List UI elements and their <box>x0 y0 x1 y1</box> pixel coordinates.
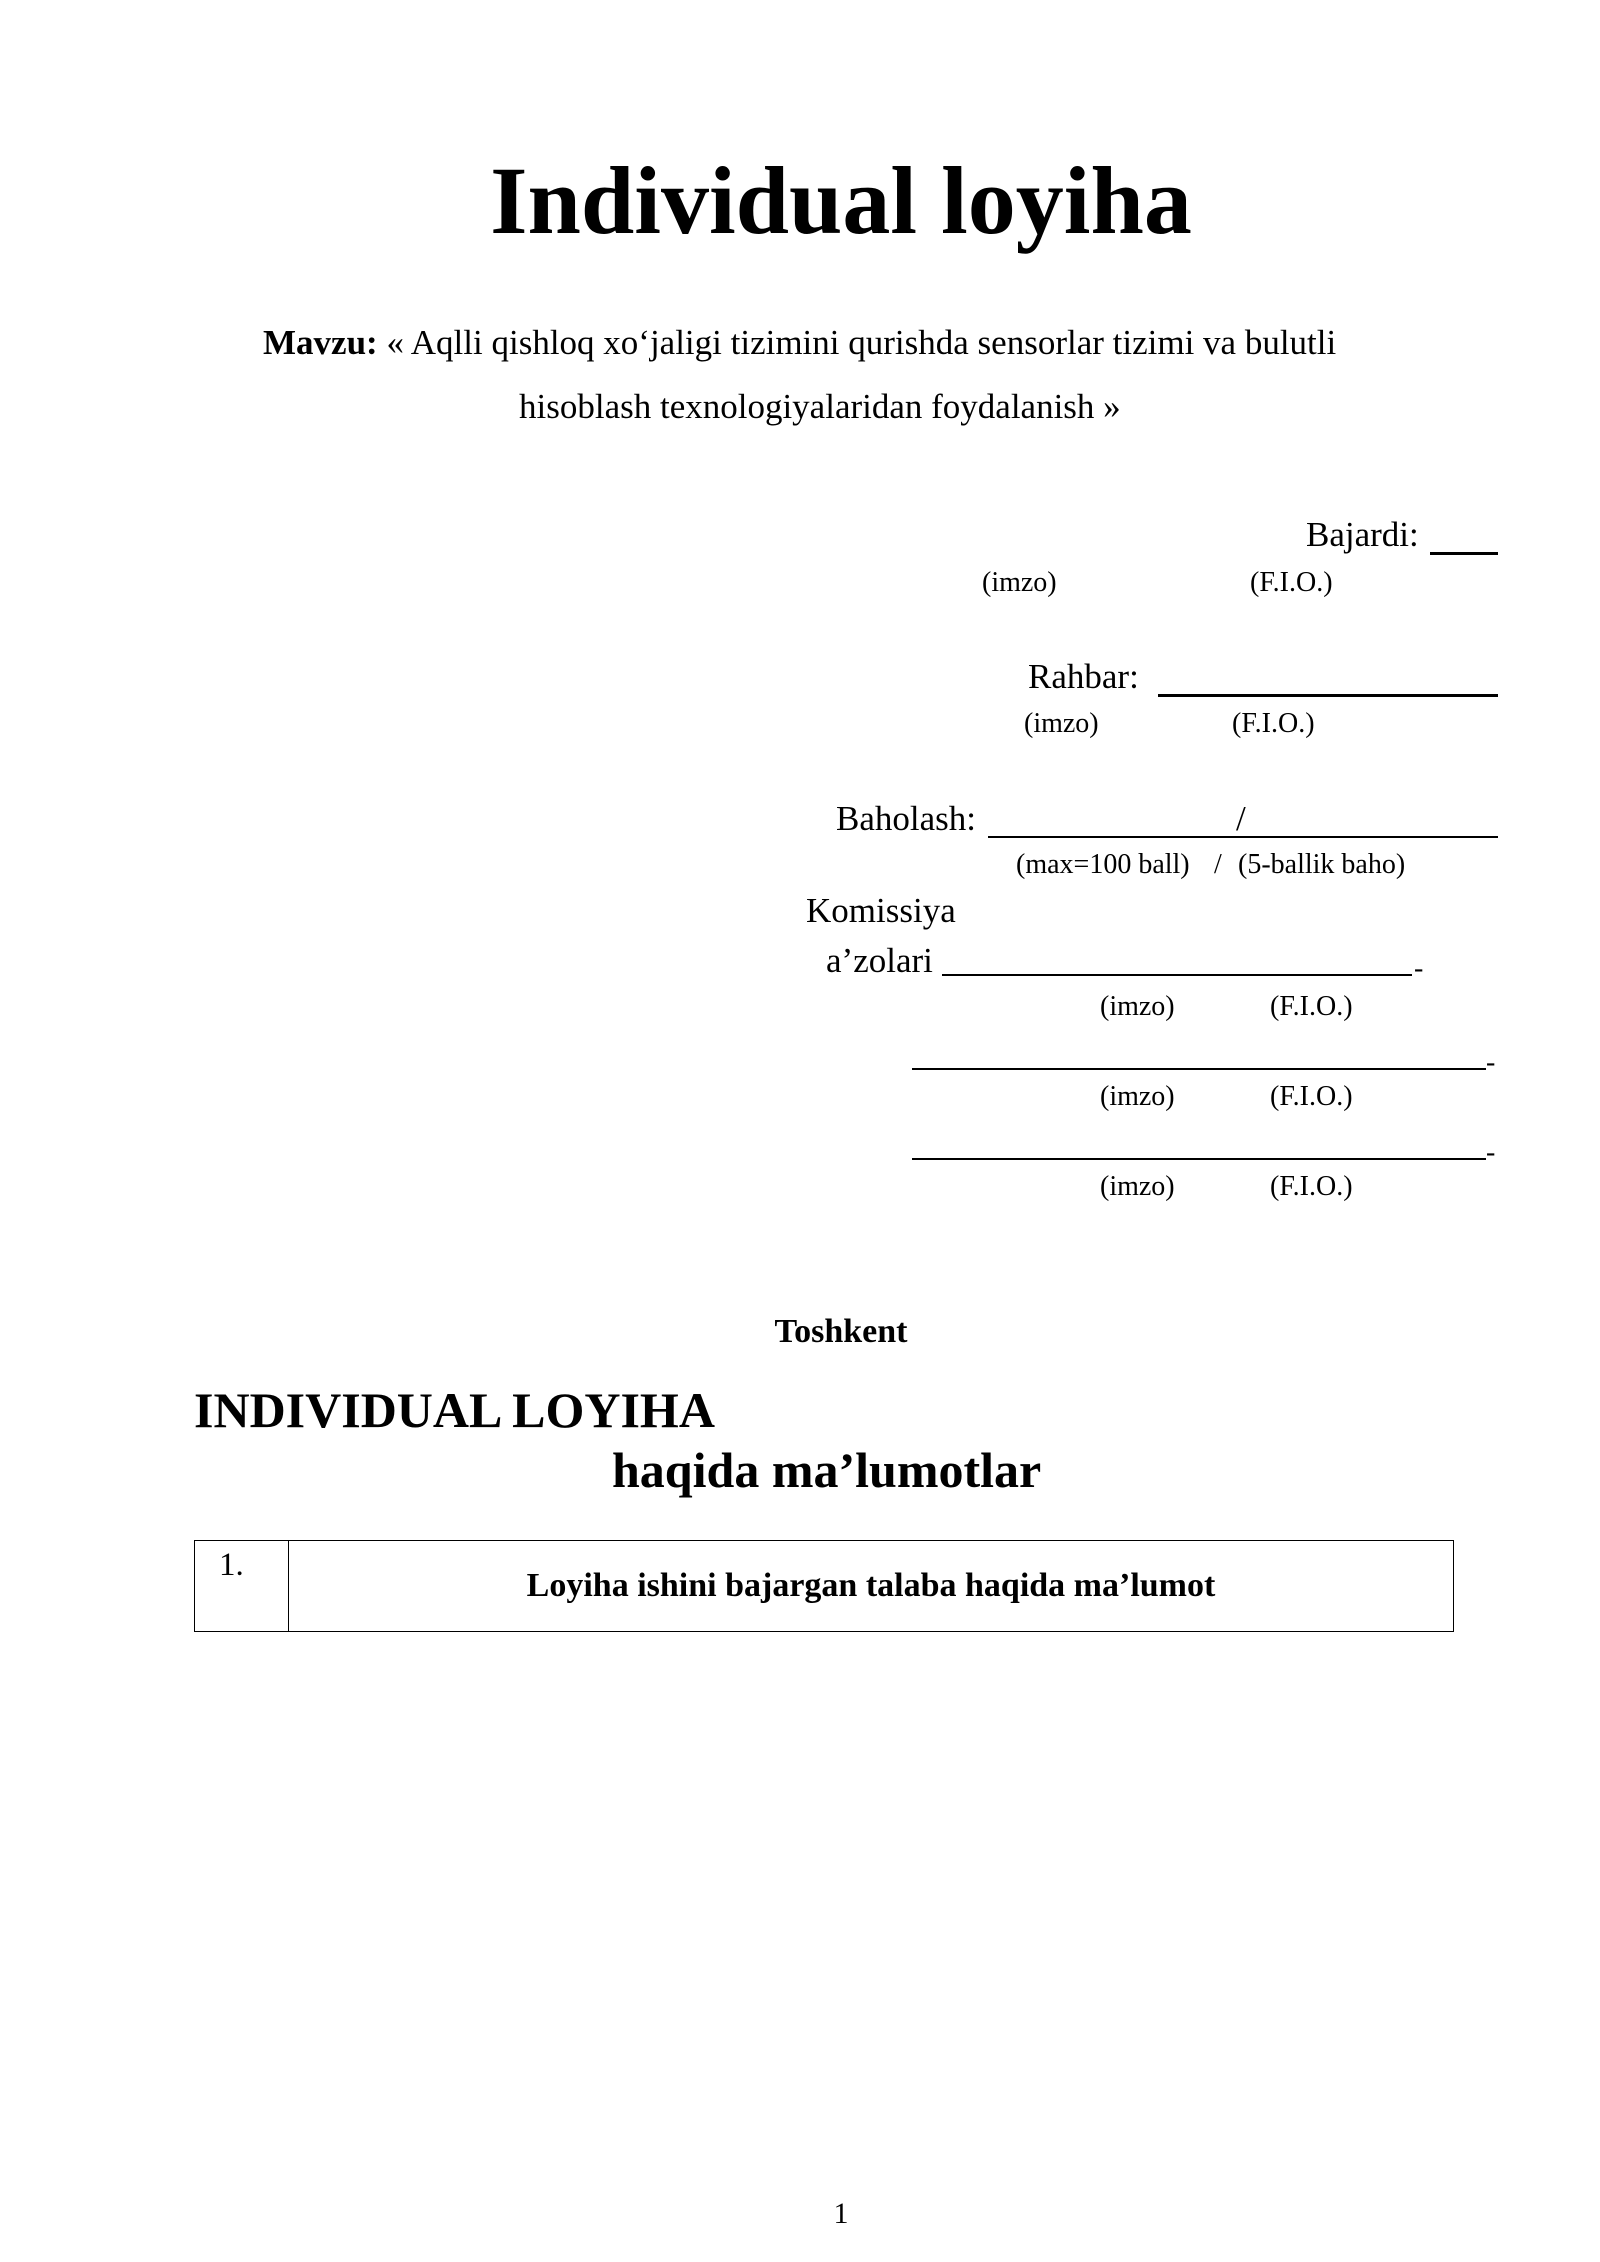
komissiya-member-3-fio: (F.I.O.) <box>1270 1171 1353 1202</box>
bajardi-imzo-caption: (imzo) <box>982 567 1057 598</box>
komissiya-member-2-line <box>912 1068 1486 1070</box>
komissiya-member-1-imzo: (imzo) <box>1100 991 1175 1022</box>
komissiya-member-1-dash: - <box>1414 953 1424 984</box>
topic-line-2: hisoblash texnologiyalaridan foydalanish » <box>519 387 1121 426</box>
komissiya-member-1-fio: (F.I.O.) <box>1270 991 1353 1022</box>
komissiya-label-line2: a’zolari <box>826 941 933 980</box>
topic-text-1: « Aqlli qishloq xo‘jaligi tizimini qurishda sensorlar tizimi va bulutli <box>377 323 1337 362</box>
komissiya-member-3-imzo: (imzo) <box>1100 1171 1175 1202</box>
section-heading-line1: INDIVIDUAL LOYIHA <box>194 1382 715 1438</box>
city-label: Toshkent <box>774 1313 908 1350</box>
topic-line-1 <box>263 322 1336 364</box>
info-table <box>194 1540 1454 1632</box>
baholash-separator: / <box>1214 849 1222 880</box>
rahbar-fio-caption: (F.I.O.) <box>1232 708 1315 739</box>
komissiya-member-1-line <box>942 974 1412 976</box>
komissiya-member-3-line <box>912 1158 1486 1160</box>
bajardi-fio-caption: (F.I.O.) <box>1250 567 1333 598</box>
rahbar-label: Rahbar: <box>1028 657 1139 696</box>
bajardi-signature-line <box>1430 552 1498 555</box>
document-title: Individual loyiha <box>490 147 1192 254</box>
table-row-text: Loyiha ishini bajargan talaba haqida ma’lumot <box>526 1567 1216 1604</box>
komissiya-member-2-dash: - <box>1486 1047 1496 1078</box>
komissiya-label-line1: Komissiya <box>806 891 956 930</box>
table-row-number: 1. <box>195 1541 289 1631</box>
komissiya-member-2-fio: (F.I.O.) <box>1270 1081 1353 1112</box>
baholash-grade-caption: (5-ballik baho) <box>1238 849 1406 880</box>
baholash-slash: / <box>1236 799 1246 838</box>
baholash-label: Baholash: <box>836 799 976 838</box>
topic-label: Mavzu: <box>263 323 378 362</box>
komissiya-member-3-dash: - <box>1486 1137 1496 1168</box>
rahbar-signature-line <box>1158 694 1498 697</box>
rahbar-imzo-caption: (imzo) <box>1024 708 1099 739</box>
page-number: 1 <box>833 2197 849 2230</box>
section-heading-line2: haqida ma’lumotlar <box>612 1442 1042 1498</box>
baholash-max-caption: (max=100 ball) <box>1016 849 1190 880</box>
bajardi-label: Bajardi: <box>1306 515 1419 554</box>
komissiya-member-2-imzo: (imzo) <box>1100 1081 1175 1112</box>
